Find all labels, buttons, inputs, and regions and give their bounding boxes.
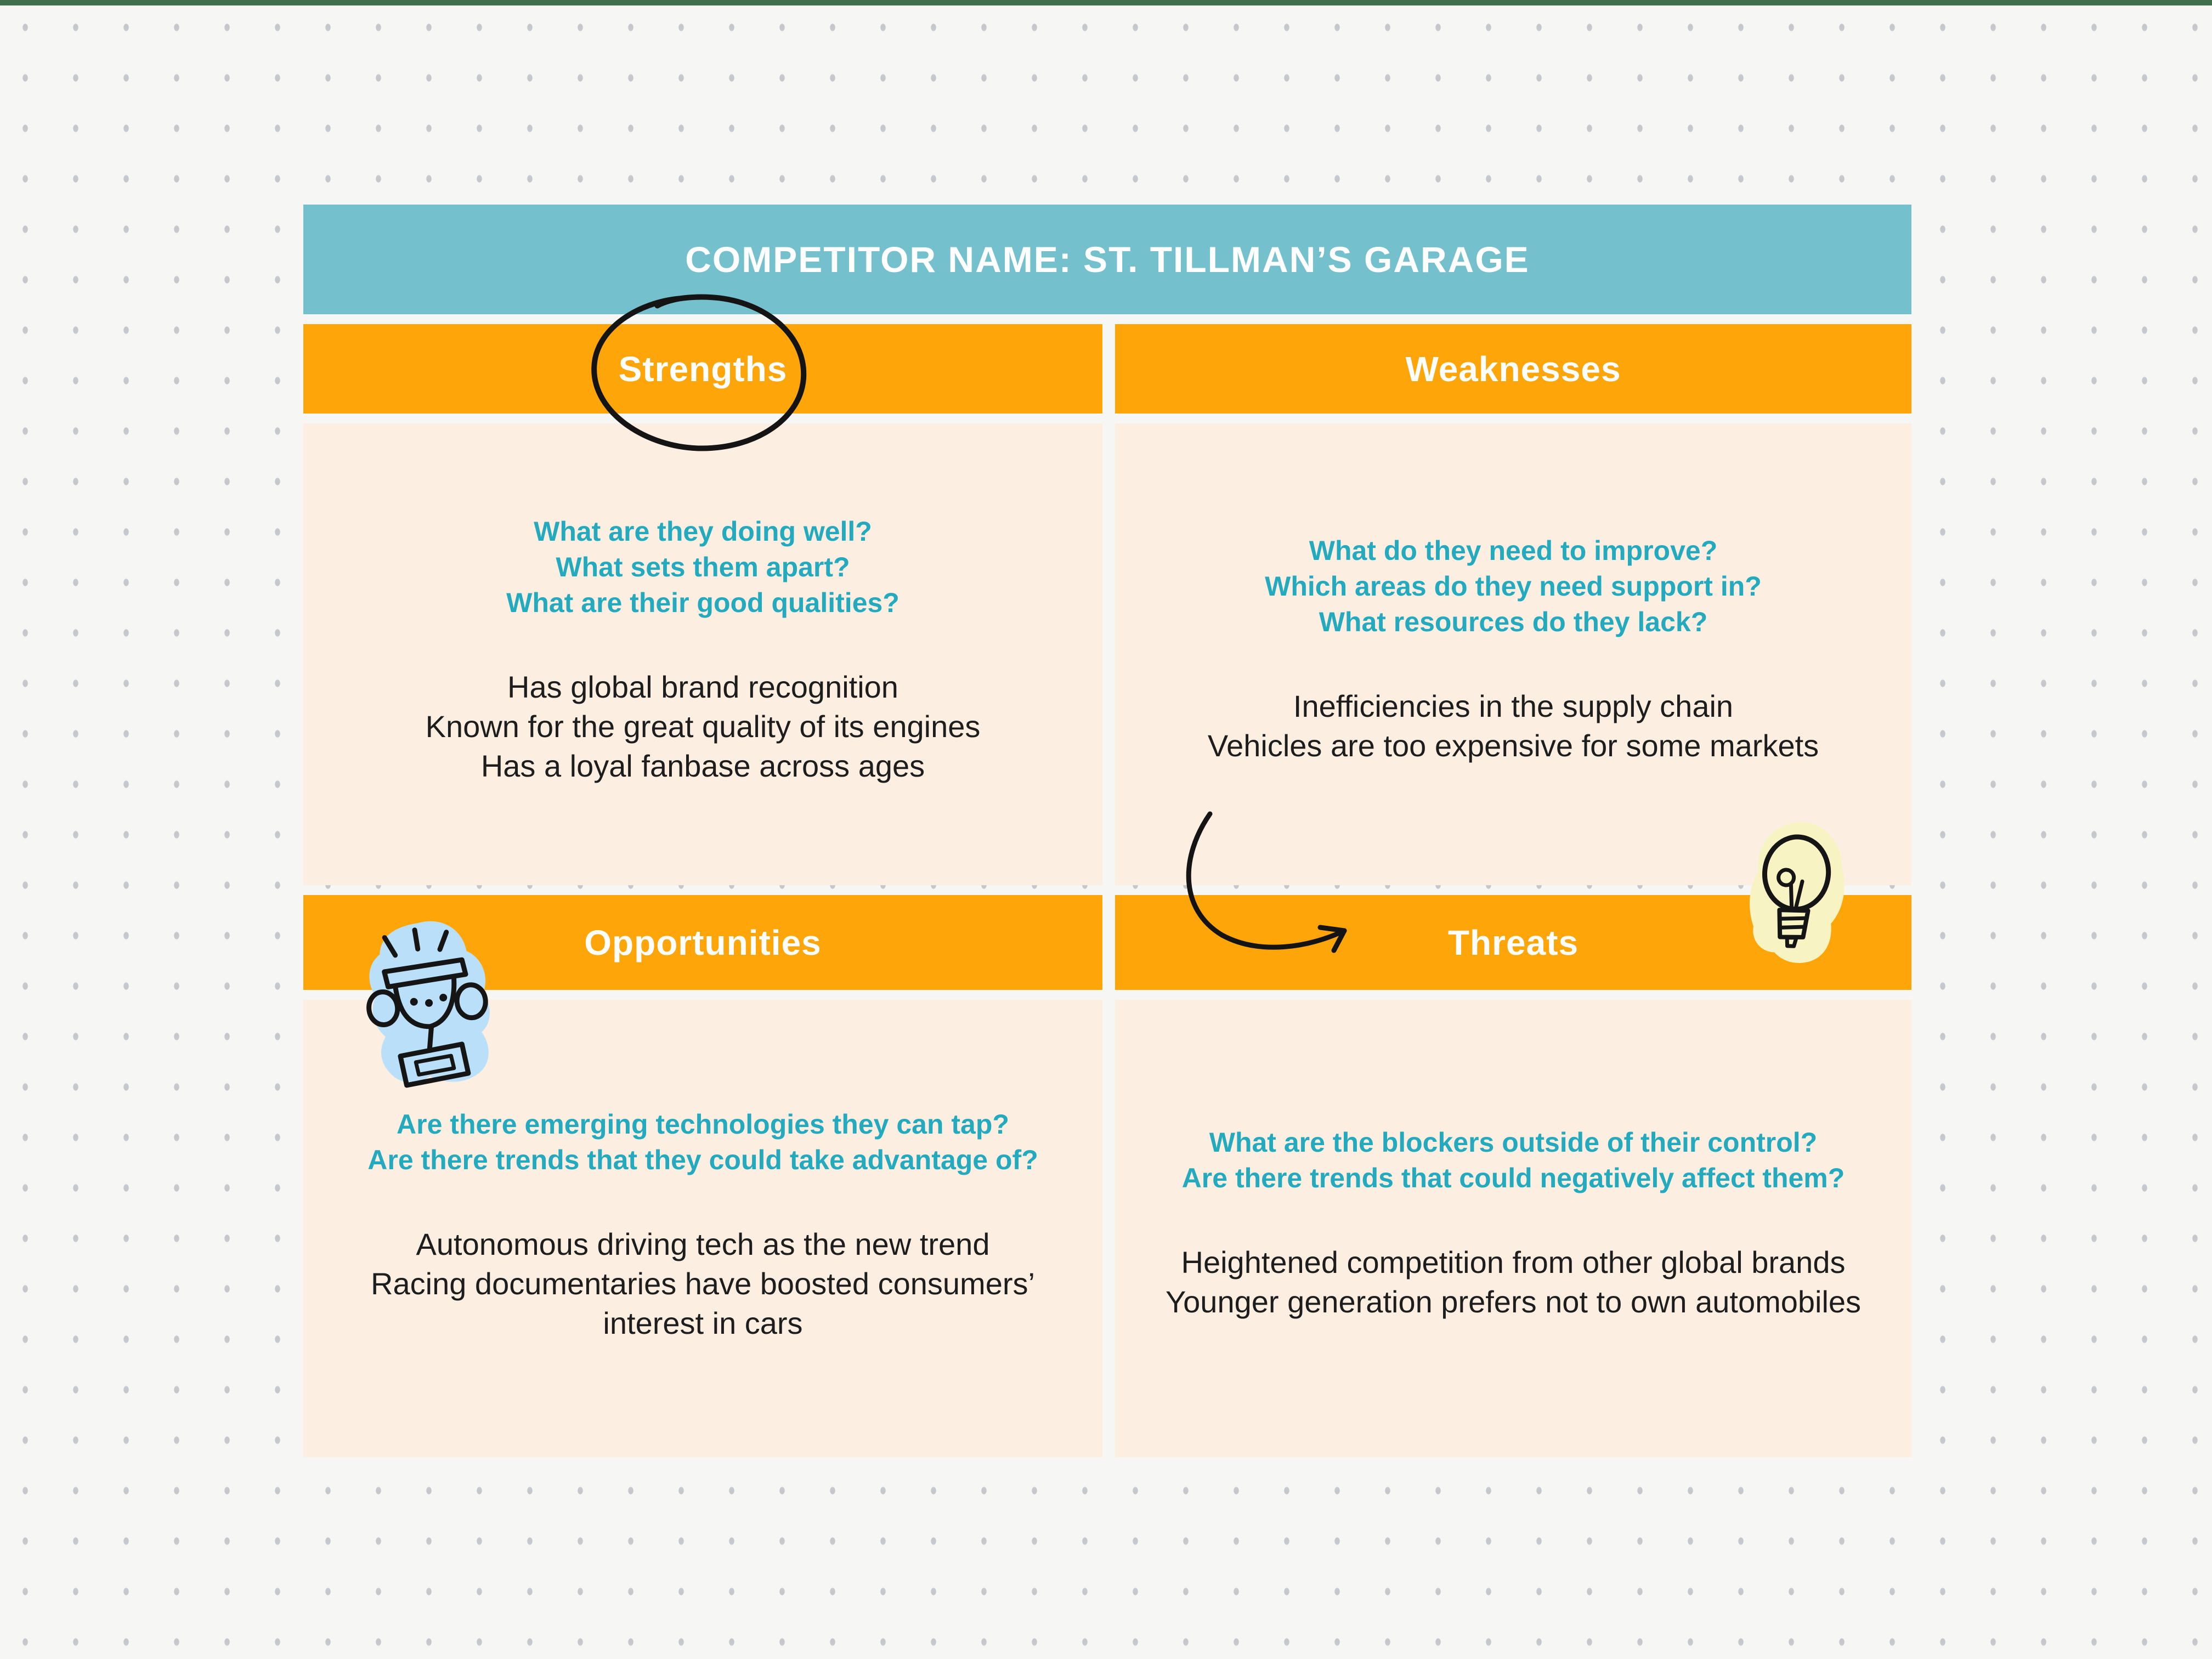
threats-header-label: Threats [1447,922,1579,962]
question-line: What are the blockers outside of their control? [1209,1127,1818,1158]
answer-line: Younger generation prefers not to own automobiles [1165,1284,1862,1319]
swot-matrix [303,205,1911,1457]
question-line: Are there trends that they could take advantage of? [367,1145,1038,1175]
answer-line: Heightened competition from other global brands [1181,1245,1846,1279]
threats-cell [1115,1000,1911,1457]
strengths-header-label: Strengths [618,349,788,389]
threats-questions [1182,1125,1845,1196]
question-line: Are there trends that could negatively affect them? [1181,1163,1845,1193]
threats-header [1115,895,1911,990]
weaknesses-questions [1265,533,1762,640]
question-line: What are they doing well? [534,516,872,547]
weaknesses-answers [1208,687,1819,766]
answer-line: Has global brand recognition [507,670,898,704]
question-line: Are there emerging technologies they can tap? [397,1109,1009,1140]
weaknesses-header [1115,324,1911,414]
answer-line: Autonomous driving tech as the new trend [416,1227,990,1261]
opportunities-answers [347,1225,1060,1343]
top-accent-bar [0,0,2212,5]
answer-line: Vehicles are too expensive for some markets [1207,728,1819,763]
competitor-title-bar [303,205,1911,314]
threats-answers [1166,1243,1861,1322]
strengths-header [303,324,1102,414]
answer-line: Inefficiencies in the supply chain [1293,689,1734,723]
question-line: What resources do they lack? [1319,607,1708,637]
opportunities-header [303,895,1102,990]
opportunities-cell [303,1000,1102,1457]
question-line: Which areas do they need support in? [1265,571,1762,602]
opportunities-header-label: Opportunities [584,922,822,962]
strengths-answers [426,667,981,786]
strengths-questions [506,514,899,621]
answer-line: Has a loyal fanbase across ages [480,749,925,783]
competitor-title: COMPETITOR NAME: ST. TILLMAN’S GARAGE [685,239,1530,280]
answer-line: Known for the great quality of its engines [425,709,981,744]
weaknesses-header-label: Weaknesses [1405,349,1621,389]
question-line: What sets them apart? [556,552,850,582]
weaknesses-cell [1115,423,1911,885]
question-line: What are their good qualities? [506,587,899,618]
strengths-cell [303,423,1102,885]
question-line: What do they need to improve? [1309,535,1718,566]
answer-line: Racing documentaries have boosted consumers’ interest in cars [371,1266,1035,1340]
opportunities-questions [367,1107,1038,1178]
